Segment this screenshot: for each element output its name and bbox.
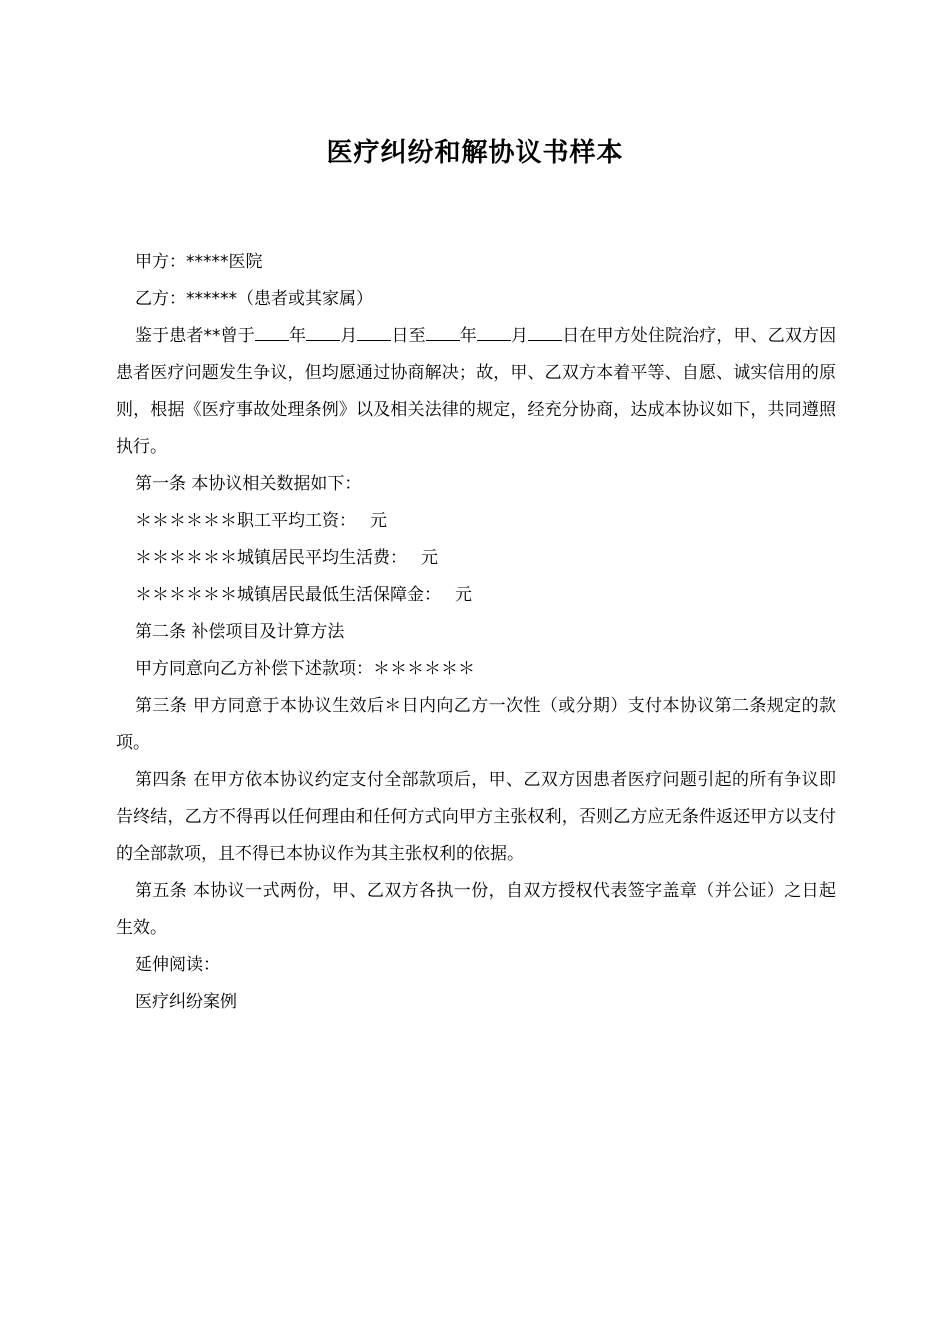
blank-month-start xyxy=(306,323,340,341)
day-to-label: 日至 xyxy=(391,326,426,346)
item-label: ＊＊＊＊＊＊职工平均工资： xyxy=(135,511,356,531)
related-article-link[interactable]: 医疗纠纷案例 xyxy=(135,992,237,1012)
month-label-2: 月 xyxy=(510,326,529,346)
article-1-item-min-security xyxy=(116,577,836,614)
article-4: 第四条 在甲方依本协议约定支付全部款项后，甲、乙双方因患者医疗问题引起的所有争议即告终结，乙方不得再以任何理由和任何方式向甲方主张权利，否则乙方应无条件返还甲方以支付的全部款项，且不得已本协议作为其主张权利的依据。 xyxy=(116,770,836,864)
party-b: 乙方：******（患者或其家属） xyxy=(135,289,373,309)
article-2-line: 甲方同意向乙方补偿下述款项：＊＊＊＊＊＊ xyxy=(135,659,475,679)
year-label-2: 年 xyxy=(459,326,477,346)
party-a: 甲方：*****医院 xyxy=(135,252,263,272)
item-unit: 元 xyxy=(455,585,472,605)
item-unit: 元 xyxy=(370,511,387,531)
article-1-heading: 第一条 本协议相关数据如下： xyxy=(135,474,362,494)
article-1-item-wage xyxy=(116,503,836,540)
document-title: 医疗纠纷和解协议书样本 xyxy=(326,138,624,168)
year-label: 年 xyxy=(288,326,307,346)
intro-paragraph xyxy=(116,318,836,466)
document-body xyxy=(116,244,836,1021)
extended-reading-label: 延伸阅读： xyxy=(135,955,220,975)
article-2-heading: 第二条 补偿项目及计算方法 xyxy=(135,622,345,642)
article-5: 第五条 本协议一式两份，甲、乙双方各执一份，自双方授权代表签字盖章（并公证）之日起生效。 xyxy=(116,881,836,938)
item-label: ＊＊＊＊＊＊城镇居民最低生活保障金： xyxy=(135,585,441,605)
item-label: ＊＊＊＊＊＊城镇居民平均生活费： xyxy=(135,548,407,568)
blank-day-end xyxy=(528,323,562,341)
item-unit: 元 xyxy=(421,548,438,568)
month-label: 月 xyxy=(340,326,358,346)
blank-day-start xyxy=(357,323,391,341)
article-3: 第三条 甲方同意于本协议生效后＊日内向乙方一次性（或分期）支付本协议第二条规定的款项。 xyxy=(116,696,836,753)
article-1-item-living-cost xyxy=(116,540,836,577)
blank-year-start xyxy=(255,323,289,341)
day-end-label: 日在甲方处住院治 xyxy=(562,326,700,346)
intro-lead: 鉴于患者**曾于 xyxy=(135,326,255,346)
blank-year-end xyxy=(426,323,460,341)
intro-rest: 疗，甲、乙双方因患者医疗问题发生争议，但均愿通过协商解决；故，甲、乙双方本着平等、自愿、诚实信用的原则，根据《医疗事故处理条例》以及相关法律的规定，经充分协商，达成本协议如下，共同遵照执行。 xyxy=(116,326,837,457)
blank-month-end xyxy=(477,323,511,341)
